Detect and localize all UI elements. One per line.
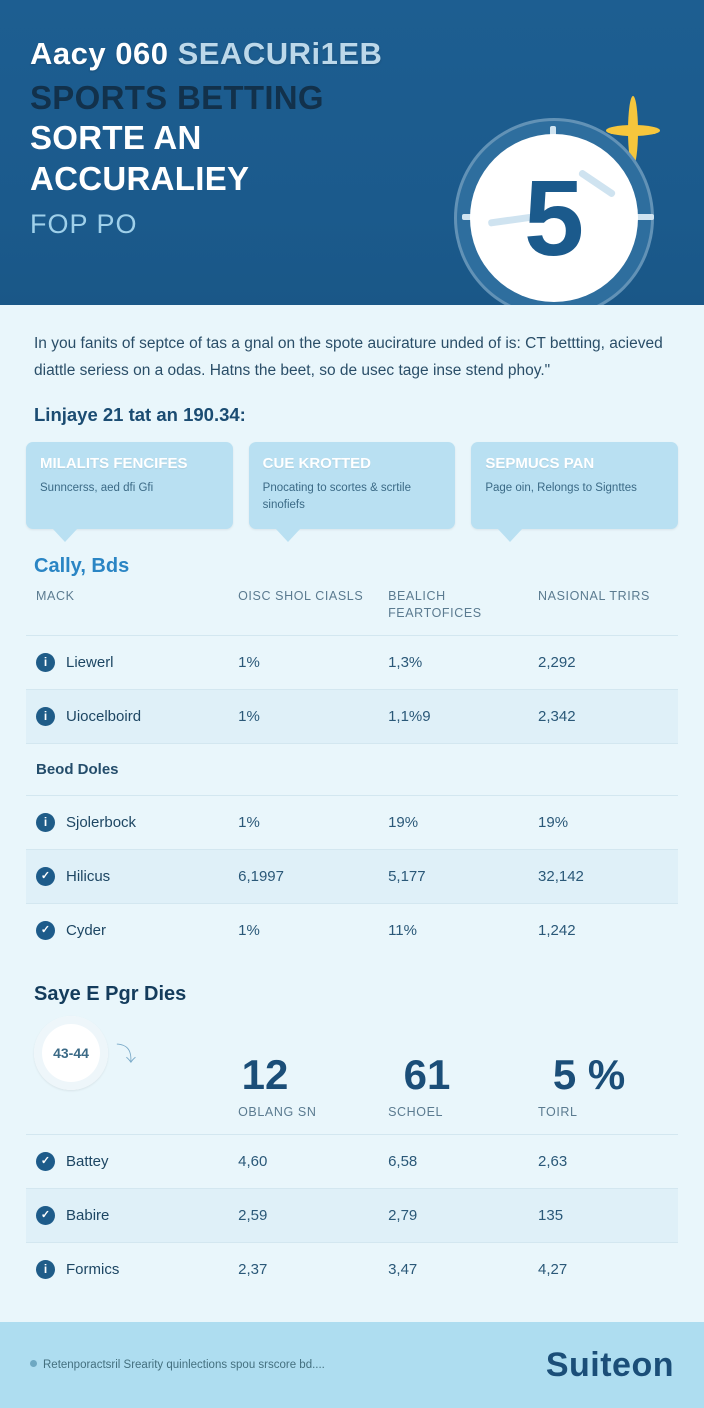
summary-stat-value: 5 %: [552, 1050, 626, 1098]
callout-card-2[interactable]: [249, 442, 456, 529]
summary-stat-value: 61: [403, 1050, 451, 1098]
row-value-2: 19%: [378, 795, 528, 849]
row-value-2: 5,177: [378, 849, 528, 903]
check-icon: ✓: [36, 1152, 55, 1171]
row-value-2: 1,1%9: [378, 689, 528, 743]
row-value-1: 1%: [228, 795, 378, 849]
table-one-header-row: [26, 584, 678, 635]
row-label: Cyder: [66, 921, 107, 939]
row-value-3: 4,27: [528, 1243, 678, 1297]
bullet-icon: [30, 1360, 37, 1367]
row-value-1: 6,1997: [228, 849, 378, 903]
row-label: Hilicus: [66, 867, 111, 885]
row-label: Uiocelboird: [66, 707, 142, 725]
table-one-block: [0, 529, 704, 957]
table-two: [26, 1100, 678, 1296]
row-value-1: 1%: [228, 689, 378, 743]
brand-logo: Suiteon: [545, 1345, 674, 1384]
row-label: Formics: [66, 1261, 120, 1279]
header-kicker-primary: Aacy 060: [30, 36, 169, 71]
page-title-line-2: SORTE AN: [30, 119, 202, 157]
row-value-2: 3,47: [378, 1243, 528, 1297]
table-subheading-row: [26, 743, 678, 795]
row-label: Liewerl: [66, 653, 114, 671]
column-header-blank: [26, 1100, 228, 1135]
footer-note: [30, 1357, 325, 1373]
table-row[interactable]: [26, 903, 678, 957]
summary-stats-row: [26, 1012, 678, 1100]
table-two-title: Saye E Pgr Dies: [34, 982, 187, 1005]
info-icon: i: [36, 653, 55, 672]
summary-stat-3: [508, 1050, 670, 1100]
column-header-nasional: NASIONAL TRIRS: [538, 589, 650, 604]
row-value-2: 2,79: [378, 1189, 528, 1243]
row-value-1: 4,60: [228, 1135, 378, 1189]
table-row[interactable]: [26, 1243, 678, 1297]
summary-stat-value: 12: [241, 1050, 289, 1098]
summary-stat-2: [346, 1050, 508, 1100]
table-one: [26, 584, 678, 957]
row-value-1: 1%: [228, 635, 378, 689]
header-kicker-secondary: SEACURi1EB: [177, 36, 383, 71]
info-icon: i: [36, 1260, 55, 1279]
table-row[interactable]: [26, 689, 678, 743]
table-row[interactable]: [26, 849, 678, 903]
section-heading: Linjaye 21 tat an 190.34:: [34, 404, 246, 426]
info-icon: i: [36, 707, 55, 726]
page-subtitle: FOP PO: [30, 208, 138, 239]
callout-title: CUE KROTTED: [262, 455, 372, 473]
callout-title: MILALITS FENCIFES: [40, 455, 188, 473]
row-label-cell: [26, 689, 228, 743]
row-label-cell: [26, 1189, 228, 1243]
callout-body: Page oin, Relongs to Signttes: [485, 482, 637, 495]
row-label-cell: [26, 849, 228, 903]
check-icon: ✓: [36, 921, 55, 940]
row-value-3: 19%: [528, 795, 678, 849]
row-value-2: 1,3%: [378, 635, 528, 689]
check-icon: ✓: [36, 867, 55, 886]
footer-note-text: Retenporactsril Srearity quinlections spou srscore bd....: [43, 1358, 325, 1371]
callout-card-1[interactable]: [26, 442, 233, 529]
table-row[interactable]: [26, 1135, 678, 1189]
row-label-cell: [26, 1243, 228, 1297]
row-label-cell: [26, 903, 228, 957]
callout-card-3[interactable]: [471, 442, 678, 529]
row-label: Battey: [66, 1153, 109, 1171]
table-row[interactable]: [26, 795, 678, 849]
clock-badge: [454, 118, 664, 298]
row-value-1: 1%: [228, 903, 378, 957]
table-two-block: [0, 957, 704, 1296]
gauge-group: [34, 1016, 184, 1100]
column-header-oblang: OBLANG SN: [238, 1104, 317, 1119]
row-value-3: 1,242: [528, 903, 678, 957]
page-title: [30, 78, 450, 199]
table-one-title: Cally, Bds: [34, 555, 130, 578]
page-title-line-1: SPORTS BETTING: [30, 79, 324, 116]
column-header-oisc: OISC SHOL CIASLS: [238, 589, 364, 604]
row-label-cell: [26, 1135, 228, 1189]
runner-icon: ⤵: [116, 1044, 136, 1067]
column-header-toirl: TOIRL: [538, 1104, 578, 1119]
column-header-mack: MACK: [36, 589, 75, 604]
callout-title: SEPMUCS PAN: [485, 455, 595, 473]
row-value-3: 32,142: [528, 849, 678, 903]
row-value-3: 2,292: [528, 635, 678, 689]
check-icon: ✓: [36, 1206, 55, 1225]
info-icon: i: [36, 813, 55, 832]
row-value-2: 11%: [378, 903, 528, 957]
row-value-1: 2,37: [228, 1243, 378, 1297]
column-header-bealich: BEALICH FEARTOFICES: [388, 589, 482, 620]
column-header-schoel: SCHOEL: [388, 1104, 444, 1119]
row-value-3: 135: [528, 1189, 678, 1243]
clock-number: 5: [523, 157, 585, 278]
row-label: Babire: [66, 1207, 110, 1225]
row-value-1: 2,59: [228, 1189, 378, 1243]
gauge-dial: 43-44: [34, 1016, 108, 1090]
callout-body: Pnocating to scortes & scrtile sinofiefs: [262, 482, 411, 511]
table-row[interactable]: [26, 1189, 678, 1243]
row-label: Sjolerbock: [66, 813, 137, 831]
row-label-cell: [26, 795, 228, 849]
table-subheading: Beod Doles: [26, 743, 678, 795]
header-kicker: [30, 36, 674, 72]
row-value-3: 2,342: [528, 689, 678, 743]
page-title-line-3: ACCURALIEY: [30, 159, 250, 197]
table-row[interactable]: [26, 635, 678, 689]
row-label-cell: [26, 635, 228, 689]
callout-card-row: [0, 426, 704, 529]
summary-stat-1: [184, 1050, 346, 1100]
table-two-header-row: [26, 1100, 678, 1135]
row-value-2: 6,58: [378, 1135, 528, 1189]
callout-body: Sunncerss, aed dfi Gfi: [40, 482, 154, 495]
intro-paragraph: In you fanits of septce of tas a gnal on the spote aucirature unded of is: CT bettting, acieved diattle seriess on a odas. Hatns the beet, so de usec tage inse stend phoy.": [34, 335, 663, 379]
header-banner: [0, 0, 704, 305]
row-value-3: 2,63: [528, 1135, 678, 1189]
footer-bar: [0, 1322, 704, 1408]
